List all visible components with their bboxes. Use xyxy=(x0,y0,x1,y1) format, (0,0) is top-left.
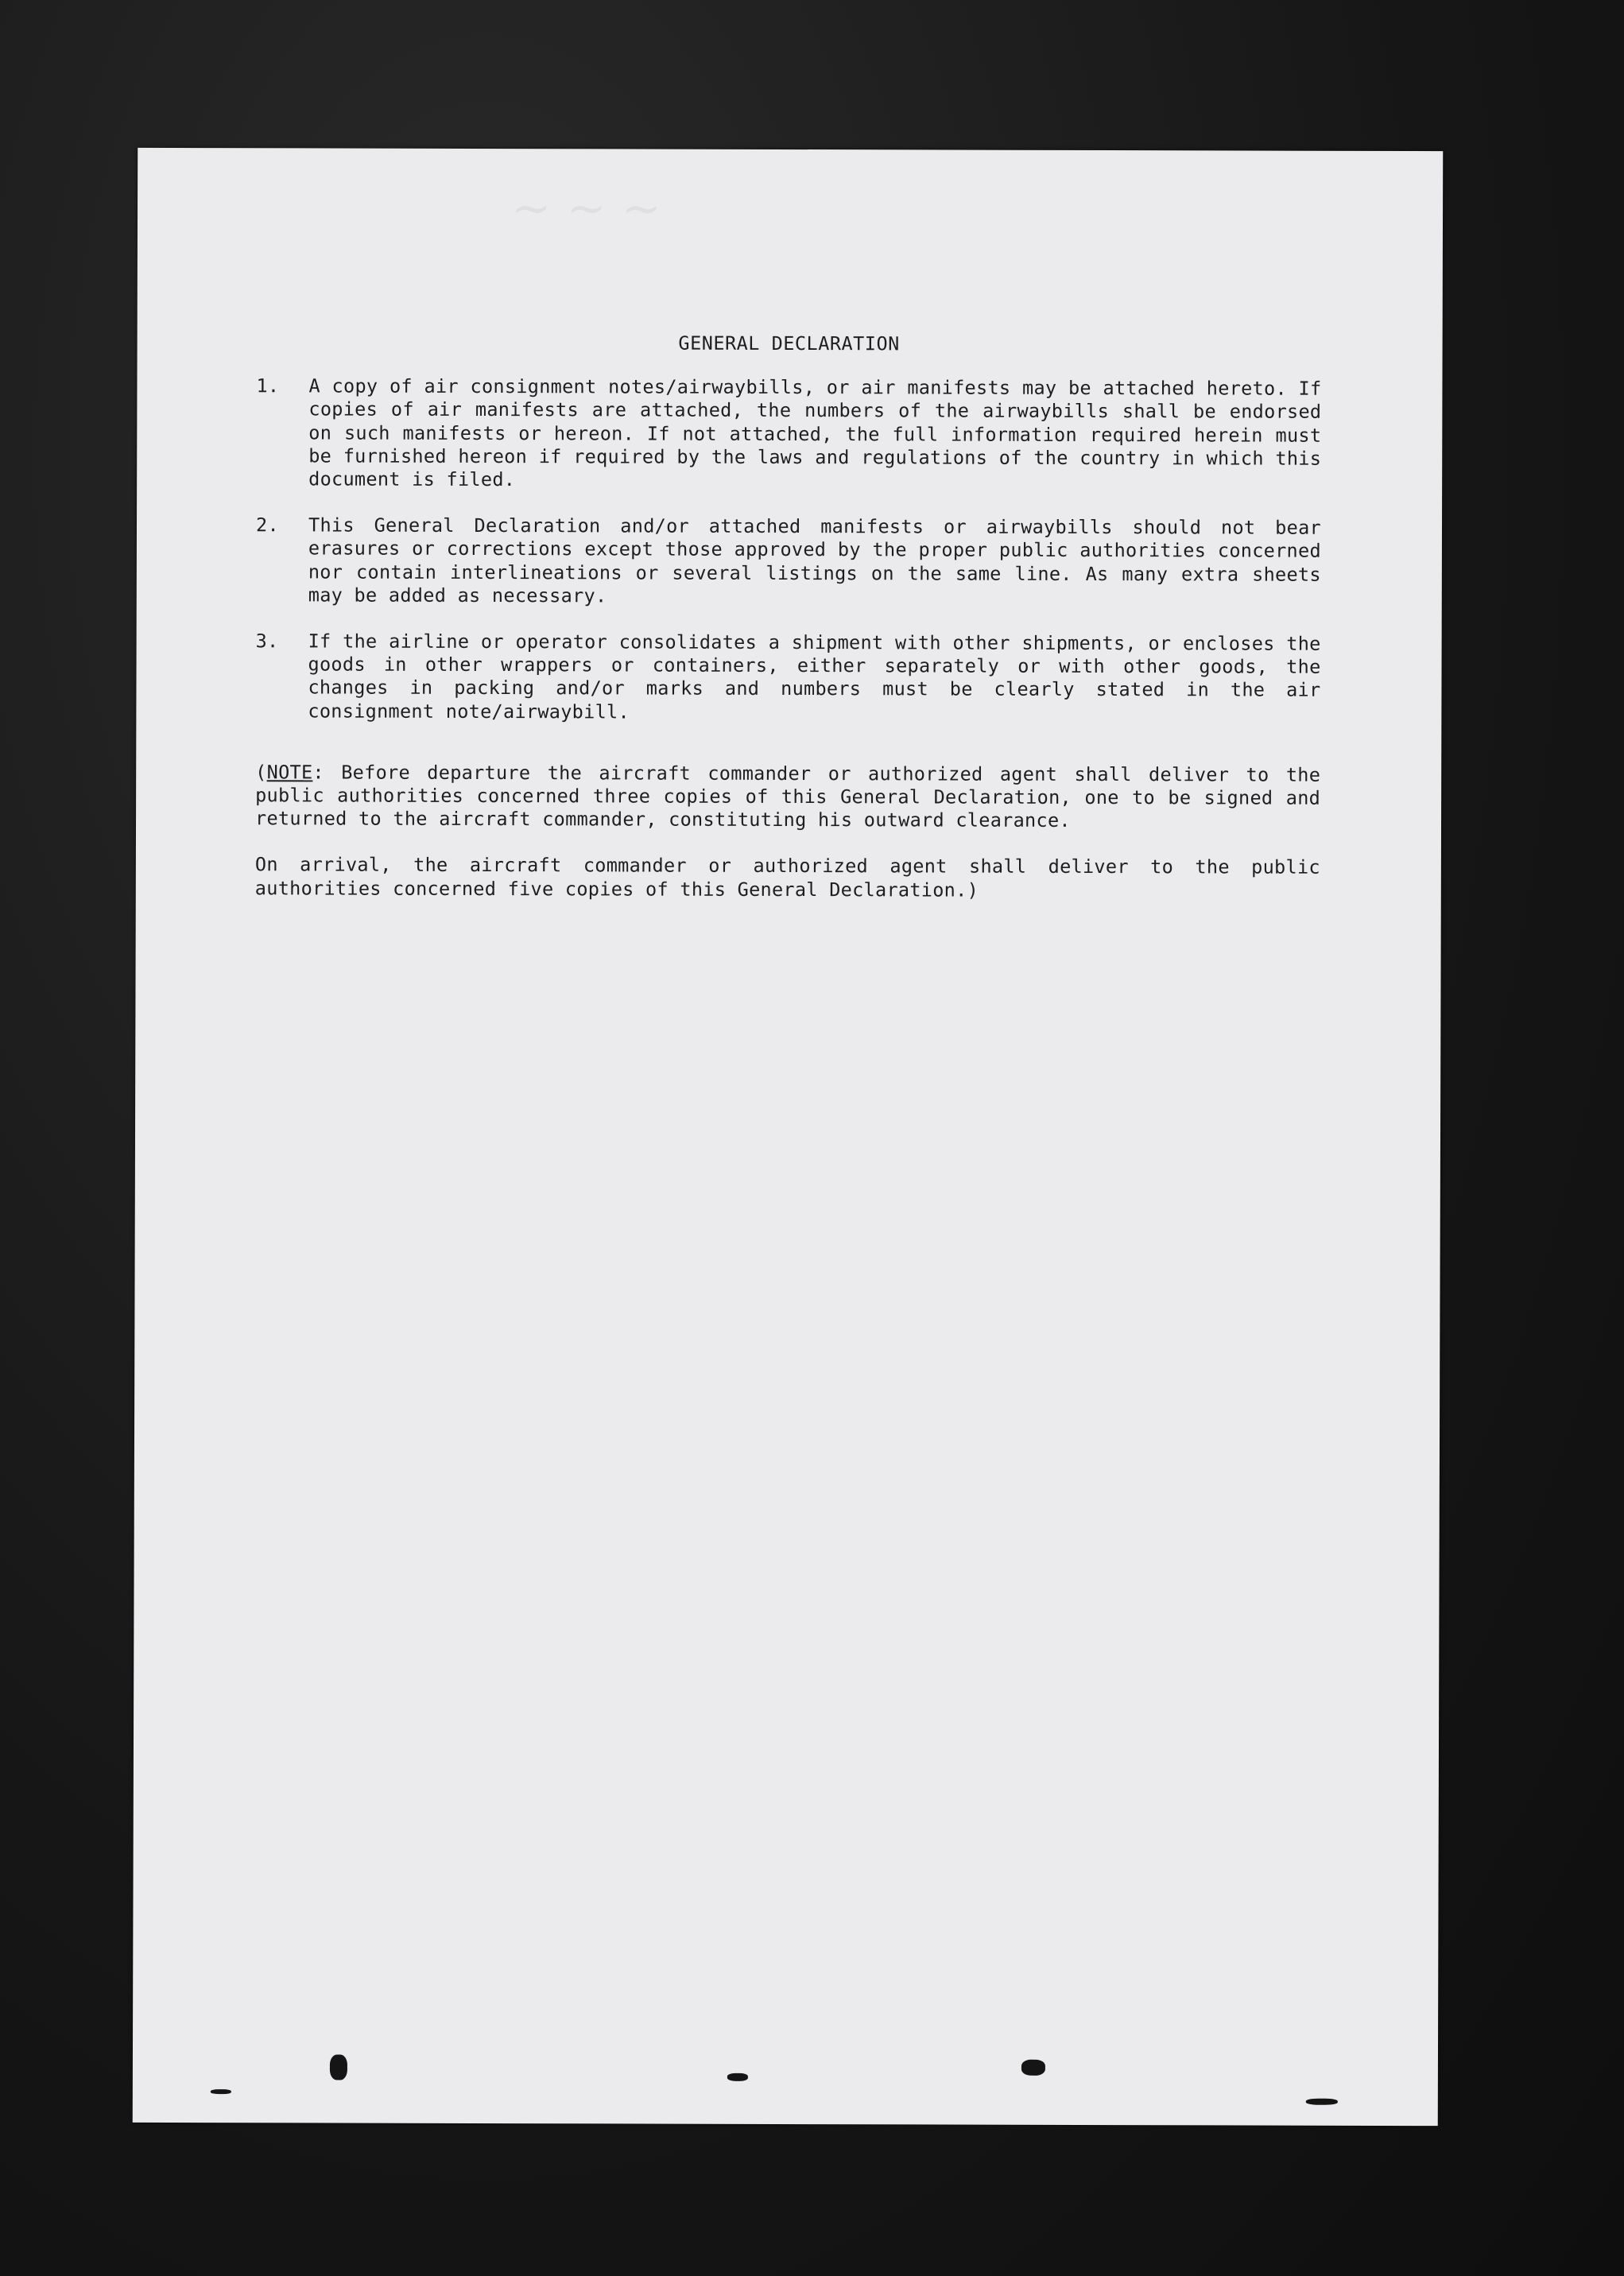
item-text: A copy of air consignment notes/airwaybills, or air manifests may be attached hereto. If copies of air manifests are attached, the numbers of the airwaybills shall be endorsed on such manifests or hereon. If not attached, the full information required herein must be furnished hereon if required by the laws and regulations of the country in which this document is filed. xyxy=(308,374,1322,491)
declaration-item-3 xyxy=(255,630,1320,725)
item-text: If the airline or operator consolidates a shipment with other shipments, or encloses the goods in other wrappers or containers, either separately or with other goods, the changes in packing and/or marks and numbers must be clearly stated in the air consignment note/airwaybill. xyxy=(308,630,1321,723)
item-number: 1. xyxy=(256,374,280,397)
arrival-paragraph: On arrival, the aircraft commander or authorized agent shall deliver to the public authorities concerned five copies of this General Declaration.) xyxy=(254,853,1320,901)
item-text: This General Declaration and/or attached manifests or airwaybills should not bear erasures or corrections except those approved by the proper public authorities concerned nor contain interlineations or several listings on the same line. As many extra sheets may be added as necessary. xyxy=(308,514,1322,607)
item-number: 3. xyxy=(255,630,279,653)
document-page xyxy=(133,148,1443,2126)
scan-smudge xyxy=(211,2089,231,2094)
note-text: : Before departure the aircraft commander or authorized agent shall deliver to the public authorities concerned three copies of this General Declaration, one to be signed and returned to the aircraft commander, constituting his outward clearance. xyxy=(255,761,1321,832)
scan-smudge xyxy=(727,2073,748,2081)
note-label: NOTE xyxy=(266,761,313,784)
note-open-paren: ( xyxy=(255,761,267,784)
item-number: 2. xyxy=(255,514,279,537)
scan-smudge xyxy=(1021,2060,1045,2076)
declaration-item-1 xyxy=(256,374,1321,494)
document-title: GENERAL DECLARATION xyxy=(678,332,900,355)
scan-smudge xyxy=(1306,2099,1338,2105)
declaration-item-2 xyxy=(256,514,1321,609)
scan-smudge xyxy=(330,2054,347,2080)
document-content xyxy=(255,331,1322,902)
note-paragraph xyxy=(255,761,1320,833)
bleed-through-marks: ~ ~ ~ xyxy=(510,180,662,237)
